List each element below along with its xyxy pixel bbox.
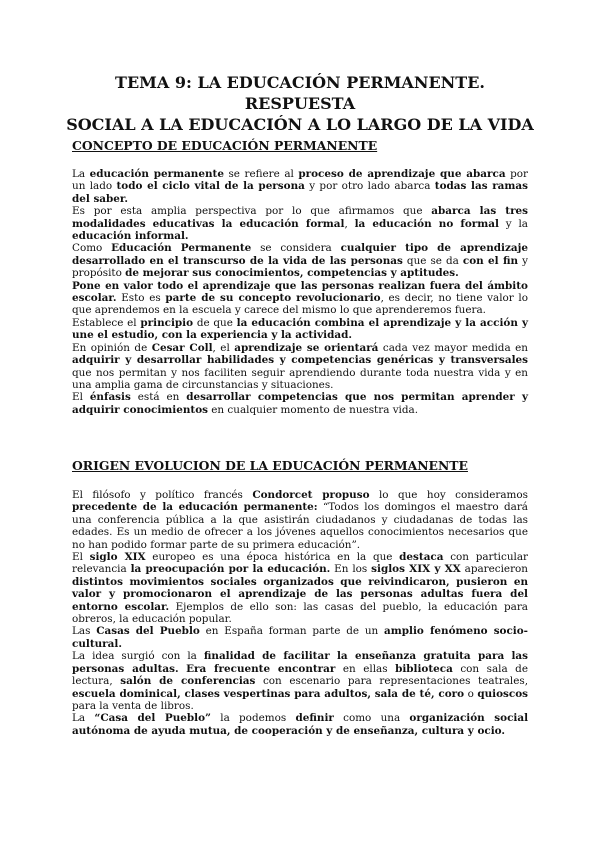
bold-text: énfasis [89, 391, 131, 404]
text: Ejemplos de ello son: las casas del pueblo, la educación para obreros, la educación popular. [72, 600, 528, 626]
text: lo que hoy consideramos [369, 489, 528, 501]
paragraph [72, 280, 528, 317]
text: Establece el [72, 316, 141, 329]
text: de que [193, 316, 237, 329]
text: y por otro lado abarca [304, 180, 435, 193]
bold-text: proceso de aprendizaje que abarca [298, 168, 506, 180]
text: La [72, 712, 95, 725]
text: que se da [402, 254, 463, 267]
text: La idea surgió con la [72, 650, 204, 663]
paragraph [72, 650, 528, 712]
section-body-concepto [72, 168, 528, 416]
text: en cualquier momento de nuestra vida. [207, 403, 419, 416]
bold-text: todo el ciclo vital de la persona [116, 180, 305, 193]
section-body-origen [72, 489, 528, 737]
text: En los [330, 563, 372, 576]
text: La [72, 168, 90, 180]
text: o [464, 687, 478, 700]
text: se considera [251, 242, 341, 255]
section-heading-origen: ORIGEN EVOLUCION DE LA EDUCACIÓN PERMANENTE [72, 458, 468, 473]
bold-text: la educación no formal [354, 217, 499, 230]
bold-text: cualquier tipo de aprendizaje desarrollado en el transcurso de la vida de las personas [72, 242, 528, 267]
bold-text: salón de conferencias [120, 675, 256, 688]
paragraph [72, 168, 528, 205]
bold-text: adquirir y desarrollar habilidades y competencias genéricas y transversales [72, 354, 528, 367]
bold-text: abarca las tres modalidades educativas la educación formal [72, 205, 528, 230]
title-line-1: TEMA 9: LA EDUCACIÓN PERMANENTE. RESPUESTA [115, 73, 485, 113]
bold-text: Cesar Coll [151, 341, 213, 354]
text: , el [212, 341, 235, 354]
text: por un lado [72, 168, 528, 193]
text: Es por esta amplia perspectiva por lo que afirmamos que [72, 205, 432, 218]
bold-text: de mejorar sus conocimientos, competencias y aptitudes. [125, 267, 459, 280]
text: con sala de lectura, [72, 662, 528, 688]
paragraph [72, 712, 528, 737]
text: y la [498, 217, 529, 230]
paragraph [72, 391, 528, 416]
bold-text: todas las ramas del saber. [72, 180, 528, 205]
paragraph [72, 317, 528, 342]
text: Las [72, 625, 97, 638]
text: , es decir, no tiene valor lo que aprendemos en la escuela y carece del mismo lo que aprenderemos fuera. [72, 292, 528, 317]
text: “Todos los domingos el maestro dará una conferencia pública a la que asistirán ciudadanos y ciudadanas de todas las edades. Es un medio de ofrecer a los jóvenes aquellos conocimientos necesarios que no han podido formar parte de su primera educación”. [72, 501, 528, 551]
text: El [72, 551, 90, 564]
bold-text: siglo XIX [89, 551, 146, 564]
paragraph [72, 551, 528, 625]
bold-text: Casas del Pueblo [96, 625, 200, 638]
bold-text: siglos XIX y XX [371, 563, 461, 576]
bold-text: distintos movimientos sociales organizados que reivindicaron, pusieron en valor y promocionaron el aprendizaje de las personas adultas fuera del entorno escolar. [72, 575, 528, 613]
bold-text: precedente de la educación permanente: [72, 501, 318, 514]
bold-text: parte de su concepto revolucionario [165, 292, 381, 305]
text: En opinión de [72, 341, 152, 354]
paragraph [72, 205, 528, 242]
text: El [72, 391, 90, 404]
text: europeo es una época histórica en la que [145, 551, 400, 564]
text: que nos permitan y nos faciliten seguir aprendiendo durante toda nuestra vida y en una amplia gama de circunstancias y situaciones. [72, 366, 528, 391]
bold-text: aprendizaje se orientará [234, 341, 379, 354]
bold-text: Condorcet propuso [252, 489, 370, 501]
bold-text: “Casa del Pueblo” [94, 712, 211, 725]
bold-text: Era frecuente encontrar [186, 662, 336, 675]
bold-text: quioscos [477, 687, 528, 700]
text: con escenario para representaciones teatrales, [255, 675, 528, 688]
paragraph [72, 489, 528, 551]
text: cada vez mayor medida en [378, 341, 528, 354]
text: aparecieron [460, 563, 528, 576]
text: con particular relevancia [72, 551, 528, 576]
page-title [60, 72, 540, 135]
bold-text: definir [295, 712, 334, 725]
paragraph [72, 242, 528, 279]
bold-text: desarrollar competencias que nos permitan aprender y adquirir conocimientos [72, 391, 529, 416]
text: Esto es [116, 292, 166, 305]
title-line-2: SOCIAL A LA EDUCACIÓN A LO LARGO DE LA VIDA [66, 115, 534, 134]
text: para la venta de libros. [72, 699, 194, 712]
bold-text: Educación Permanente [111, 242, 252, 255]
bold-text: principio [140, 316, 194, 329]
paragraph [72, 342, 528, 392]
bold-text: Pone en valor todo el aprendizaje que las personas realizan fuera del ámbito escolar. [72, 279, 528, 305]
text: en España forman parte de un [199, 625, 385, 638]
bold-text: educación permanente [89, 168, 224, 180]
text: como una [333, 712, 410, 725]
bold-text: con el fin [462, 254, 519, 267]
bold-text: amplio fenómeno socio-cultural. [72, 625, 528, 650]
text: El filósofo y político francés [72, 489, 253, 501]
bold-text: organización social autónoma de ayuda mutua, de cooperación y de enseñanza, cultura y ocio. [72, 712, 529, 737]
bold-text: la educación combina el aprendizaje y la acción y une el estudio, con la experiencia y la actividad. [72, 316, 528, 342]
text: está en [130, 391, 187, 404]
text: , [344, 217, 355, 230]
bold-text: finalidad de facilitar la enseñanza gratuita para las personas adultas. [72, 650, 528, 675]
text: la podemos [211, 712, 296, 725]
bold-text: la preocupación por la educación. [130, 563, 331, 576]
section-heading-concepto: CONCEPTO DE EDUCACIÓN PERMANENTE [72, 138, 378, 153]
bold-text: escuela dominical, clases vespertinas para adultos, sala de té, coro [72, 687, 465, 700]
text: Como [72, 242, 112, 255]
text [179, 663, 187, 675]
bold-text: educación informal. [72, 230, 189, 243]
text: se refiere al [223, 168, 299, 180]
bold-text: destaca [399, 551, 444, 564]
bold-text: biblioteca [395, 662, 453, 675]
text: y propósito [72, 254, 528, 280]
paragraph [72, 625, 528, 650]
text: en ellas [335, 662, 396, 675]
